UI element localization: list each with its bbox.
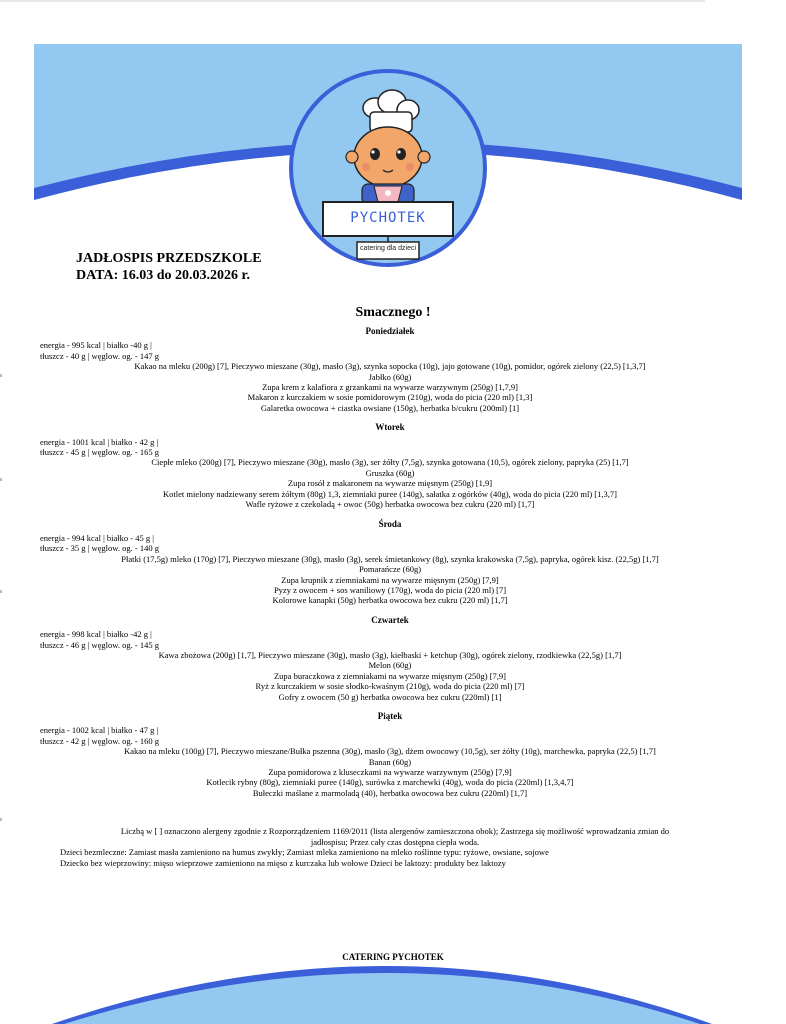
nutrition-line: tłuszcz - 40 g | węglow. og. - 147 g [40, 350, 159, 361]
pork-free-note: Dziecko bez wieprzowiny: mięso wieprzowe zamieniono na mięso z kurczaka lub wołowe Dzieci be laktozy: produkty bez laktozy [60, 857, 506, 868]
day-title: Piątek [377, 711, 403, 721]
allergen-note: Liczbą w [ ] oznaczono alergeny zgodnie z Rozporządzeniem 1169/2011 (lista alergenów zamieszczona obok); Zastrzega się możliwość wprowadzania zmian do [120, 826, 670, 836]
meal-soup: Zupa rosół z makaronem na wywarze mięsnym (250g) [1,9] [287, 478, 493, 489]
nutrition-line: energia - 994 kcal | białko - 45 g | [40, 532, 154, 543]
nutrition-line: energia - 995 kcal | białko -40 g | [40, 340, 152, 351]
greeting: Smacznego ! [355, 305, 431, 320]
footer-banner [0, 918, 786, 1024]
meal-afternoon: Galaretka owocowa + ciastka owsiane (150g), herbatka b/cukru (200ml) [1] [260, 402, 520, 413]
allergen-note-cont: jadłospisu; Przez cały czas dostępna ciepła woda. [310, 836, 480, 847]
weekly-menu [40, 326, 740, 807]
day-title: Poniedziałek [365, 326, 415, 336]
day-title: Czwartek [371, 614, 409, 625]
day-monday [40, 326, 740, 413]
meal-soup: Zupa buraczkowa z ziemniakami na wywarze mięsnym (250g) [7,9] [273, 670, 506, 681]
nutrition-line: tłuszcz - 46 g | węglow. og. - 145 g [40, 639, 159, 650]
meal-afternoon: Bułeczki maślane z marmoladą (40), herbatka owocowa bez cukru (220ml) [1,7] [252, 787, 528, 798]
nutrition-line: tłuszcz - 45 g | węglow. og. - 165 g [40, 447, 159, 458]
meal-breakfast: Ciepłe mleko (200g) [7], Pieczywo mieszane (30g), masło (3g), ser żółty (7,5g), szynka gotowana (10,5), ogórek zielony, papryka (25) [1,7] [151, 457, 629, 468]
day-wednesday [40, 519, 740, 606]
pychotek-logo [291, 71, 485, 265]
meal-breakfast: Kakao na mleku (100g) [7], Pieczywo mieszane/Bułka pszenna (30g), masło (3g), dżem owocowy (10,5g), ser żółty (10g), marchewka, papryka (22,5) [1,7] [124, 746, 656, 757]
meal-soup: Zupa pomidorowa z kluseczkami na wywarze warzywnym (250g) [7,9] [268, 767, 512, 778]
day-title: Środa [378, 518, 402, 529]
day-friday [40, 711, 740, 798]
edge-mark [0, 818, 2, 821]
meal-snack: Pomarańcze (60g) [358, 564, 422, 575]
meal-breakfast: Kakao na mleku (200g) [7], Pieczywo mieszane (30g), masło (3g), szynka sopocka (10g), jajo gotowane (10g), pomidor, ogórek zielony (22,5) [1,3,7] [134, 361, 646, 372]
footer-label: CATERING PYCHOTEK [342, 952, 444, 962]
meal-afternoon: Gofry z owocem (50 g) herbatka owocowa bez cukru (220ml) [1] [278, 691, 502, 702]
day-thursday [40, 615, 740, 702]
nutrition-line: energia - 1001 kcal | białko - 42 g | [40, 436, 159, 447]
meal-main: Makaron z kurczakiem w sosie pomidorowym (210g), woda do picia (220 ml) [1,3] [247, 392, 533, 403]
meal-snack: Banan (60g) [368, 756, 412, 767]
meal-snack: Gruszka (60g) [365, 467, 415, 478]
nutrition-line: energia - 1002 kcal | białko - 47 g | [40, 725, 159, 736]
edge-mark [0, 590, 2, 593]
nutrition-line: tłuszcz - 35 g | węglow. og. - 140 g [40, 543, 159, 554]
meal-snack: Jabłko (60g) [368, 371, 412, 382]
meal-main: Ryż z kurczakiem w sosie słodko-kwaśnym (210g), woda do picia (220 ml) [7] [255, 681, 525, 692]
nutrition-line: tłuszcz - 42 g | węglow. og. - 160 g [40, 735, 159, 746]
meal-snack: Melon (60g) [368, 660, 412, 671]
nutrition-line: energia - 998 kcal | białko -42 g | [40, 629, 152, 640]
meal-breakfast: Kawa zbożowa (200g) [1,7], Pieczywo mieszane (30g), masło (3g), kiełbaski + ketchup (30g), ogórek zielony, rzodkiewka (22,5g) [1,7] [158, 649, 622, 660]
meal-main: Pyzy z owocem + sos waniliowy (170g), woda do picia (220 ml) [7] [273, 584, 507, 595]
meal-soup: Zupa krem z kalafiora z grzankami na wywarze warzywnym (250g) [1,7,9] [262, 382, 518, 393]
meal-breakfast: Płatki (17,5g) mleko (170g) [7], Pieczywo mieszane (30g), masło (3g), serek śmietankowy (8g), szynka krakowska (7,5g), papryka, ogórek kisz. (22,5g) [1,7] [121, 553, 659, 564]
date-range: DATA: 16.03 do 20.03.2026 r. [76, 268, 250, 283]
meal-afternoon: Kolorowe kanapki (50g) herbatka owocowa bez cukru (220 ml) [1,7] [272, 595, 508, 606]
menu-header [76, 250, 262, 284]
edge-mark [0, 374, 2, 377]
edge-mark [0, 478, 2, 481]
day-title: Wtorek [375, 422, 405, 433]
logo-brand: PYCHOTEK [350, 210, 426, 226]
logo-tagline: catering dla dzieci [359, 245, 417, 252]
meal-soup: Zupa krupnik z ziemniakami na wywarze mięsnym (250g) [7,9] [281, 574, 499, 585]
meal-afternoon: Wafle ryżowe z czekoladą + owoc (50g) herbatka owocowa bez cukru (220 ml) [1,7] [245, 499, 535, 510]
dairy-free-note: Dzieci bezmleczne: Zamiast masła zamieniono na humus zwykły; Zamiast mleka zamieniono na mleko roślinne typu: ryżowe, owsiane, sojowe [60, 847, 549, 857]
day-tuesday [40, 422, 740, 509]
menu-notes [60, 826, 730, 868]
meal-main: Kotlet mielony nadziewany serem żółtym (80g) 1,3, ziemniaki puree (140g), sałatka z ogórków (40g), woda do picia (220 ml) [1,3,7] [163, 488, 617, 499]
meal-main: Kotlecik rybny (80g), ziemniaki puree (140g), surówka z marchewki (40g), woda do picia (220ml) [1,3,4,7] [206, 777, 574, 788]
page-title: JADŁOSPIS PRZEDSZKOLE [76, 251, 262, 266]
